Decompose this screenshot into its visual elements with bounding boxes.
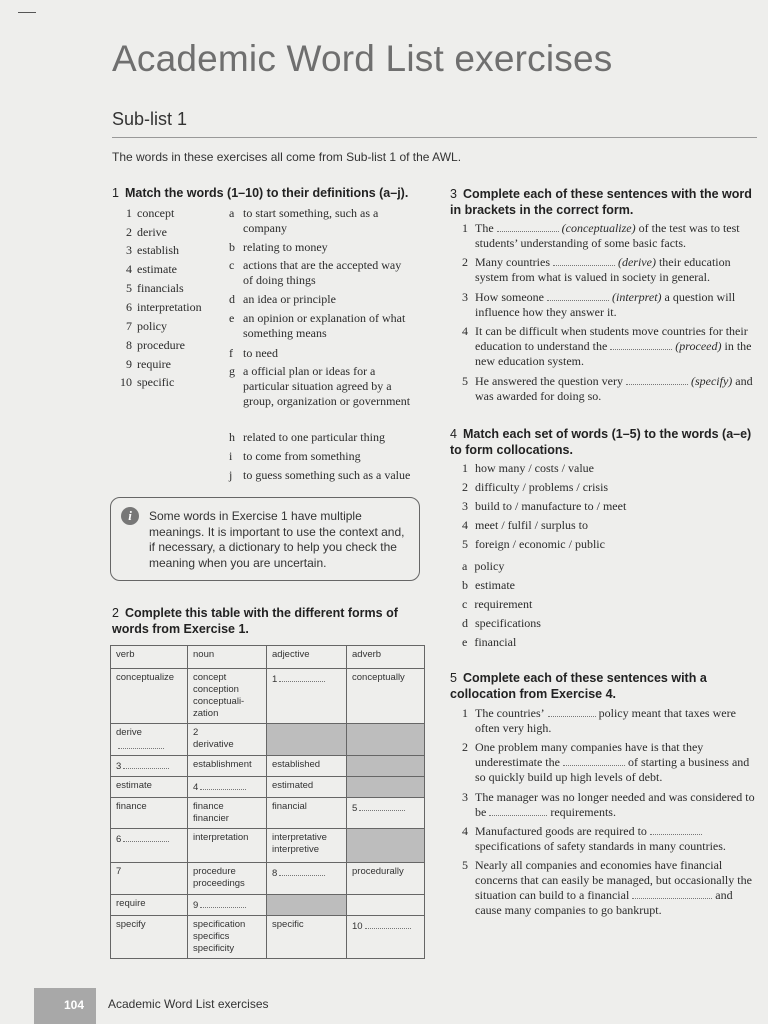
item-number: 5	[462, 537, 468, 551]
word-text: financials	[137, 281, 184, 295]
definition-letter: e	[229, 311, 235, 325]
table-cell	[111, 829, 188, 863]
word-set-item	[462, 518, 588, 533]
table-cell	[188, 669, 267, 724]
exercise-title: Complete each of these sentences with a collocation from Exercise 4.	[450, 671, 707, 701]
word-item	[120, 225, 167, 240]
exercise-5-heading	[450, 670, 755, 702]
word-item	[120, 319, 167, 334]
item-number: 2	[462, 740, 468, 754]
answer-blank[interactable]	[650, 825, 702, 835]
cell-value: interpretative interpretive	[272, 832, 327, 855]
shaded-cell	[347, 724, 425, 756]
answer-blank[interactable]	[547, 291, 609, 301]
table-cell	[188, 724, 267, 756]
sentence-text	[475, 790, 762, 820]
definition-letter: b	[229, 240, 235, 254]
column-header: adverb	[347, 646, 425, 669]
sentence-end: of the test was to test students’ understanding of some basic facts.	[475, 221, 740, 250]
sentence-end: a question will influence how they answer it.	[475, 290, 736, 319]
word-text: establish	[137, 243, 179, 257]
collocation-word: estimate	[475, 578, 515, 592]
sentence-start: Manufactured goods are required to	[475, 824, 647, 838]
cell-value: specific	[272, 919, 304, 930]
table-cell	[111, 798, 188, 829]
exercise-number: 4	[450, 427, 457, 441]
item-number: 5	[126, 281, 132, 295]
cell-value: interpretation	[193, 832, 249, 843]
exercise-number: 2	[112, 606, 119, 620]
sentence-text	[475, 374, 762, 404]
table-cell	[188, 756, 267, 777]
bracket-hint: (interpret)	[612, 290, 662, 304]
cell-value: finance	[116, 801, 147, 812]
item-number: 2	[126, 225, 132, 239]
item-number: 3	[462, 290, 468, 304]
sentence-item	[462, 706, 762, 736]
table-cell	[188, 798, 267, 829]
sentence-text	[475, 824, 762, 854]
shaded-cell	[267, 724, 347, 756]
table-cell	[347, 895, 425, 916]
item-number: 5	[462, 858, 468, 872]
cell-value: 3	[116, 761, 122, 772]
table-cell	[111, 777, 188, 798]
sentence-item	[462, 255, 762, 285]
item-number: 6	[126, 300, 132, 314]
bracket-hint: (specify)	[690, 374, 733, 388]
shaded-cell	[347, 829, 425, 863]
sentence-start: Many countries	[475, 255, 550, 269]
sentence-end: and cause many companies to go bankrupt.	[475, 888, 733, 917]
table-cell	[111, 916, 188, 959]
exercise-title: Complete this table with the different forms of words from Exercise 1.	[112, 606, 398, 636]
word-text: derive	[137, 225, 167, 239]
word-text: concept	[137, 206, 175, 220]
definition-letter: i	[229, 449, 233, 463]
answer-blank[interactable]	[279, 866, 325, 876]
top-rule-mark	[18, 12, 36, 13]
table-cell	[267, 829, 347, 863]
word-set-text: build to / manufacture to / meet	[475, 499, 627, 513]
bracket-hint: (proceed)	[675, 339, 722, 353]
item-number: 1	[126, 206, 132, 220]
exercise-3-heading	[450, 186, 755, 218]
cell-value: specification specifics specificity	[193, 919, 246, 954]
sentence-text	[475, 858, 762, 918]
table-cell	[267, 756, 347, 777]
item-number: 4	[462, 518, 468, 532]
table-row	[111, 916, 425, 959]
sentence-end: policy meant that taxes were often very high.	[475, 706, 736, 735]
bracket-hint: (conceptualize)	[561, 221, 636, 235]
answer-blank[interactable]	[553, 256, 615, 266]
cell-value: 2 derivative	[193, 727, 234, 750]
cell-value: 5	[352, 803, 358, 814]
exercise-number: 1	[112, 186, 119, 200]
definition-text: to come from something	[243, 449, 361, 463]
word-text: estimate	[137, 262, 177, 276]
item-number: 1	[462, 221, 468, 235]
definition-item	[229, 292, 414, 307]
definition-text: to guess something such as a value	[243, 468, 411, 482]
item-number: 7	[126, 319, 132, 333]
cell-value: derive	[116, 727, 142, 738]
table-cell	[347, 916, 425, 959]
table-cell	[111, 669, 188, 724]
sentence-item	[462, 790, 762, 820]
item-number: 1	[462, 706, 468, 720]
cell-value: establishment	[193, 759, 252, 770]
table-cell	[188, 863, 267, 895]
answer-blank[interactable]	[123, 759, 169, 769]
exercise-1-heading	[112, 185, 412, 201]
exercise-title: Match each set of words (1–5) to the words (a–e) to form collocations.	[450, 427, 752, 457]
word-set-text: foreign / economic / public	[475, 537, 605, 551]
word-item	[120, 262, 177, 277]
answer-blank[interactable]	[279, 672, 325, 682]
cell-value: 6	[116, 834, 122, 845]
word-item	[120, 206, 174, 221]
definition-item	[229, 258, 414, 288]
sentence-item	[462, 221, 762, 251]
sentence-end: in the new education system.	[475, 339, 752, 368]
answer-blank[interactable]	[200, 898, 246, 908]
sentence-text	[475, 221, 762, 251]
cell-value: specify	[116, 919, 146, 930]
cell-value: 10	[352, 921, 363, 932]
definition-letter: d	[229, 292, 235, 306]
table-row	[111, 863, 425, 895]
table-cell	[111, 863, 188, 895]
cell-value: 9	[193, 900, 199, 911]
answer-blank[interactable]	[497, 222, 559, 232]
column-header: verb	[111, 646, 188, 669]
answer-blank[interactable]	[359, 801, 405, 811]
cell-value: procedure proceedings	[193, 866, 245, 889]
item-number: 1	[462, 461, 468, 475]
word-set-item	[462, 499, 626, 514]
sentence-text	[475, 290, 762, 320]
definition-item	[229, 311, 414, 341]
item-letter: e	[462, 635, 468, 649]
column-header: noun	[188, 646, 267, 669]
page-number: 104	[64, 998, 85, 1012]
definition-text: related to one particular thing	[243, 430, 385, 444]
cell-value: concept conception conceptuali- zation	[193, 672, 245, 719]
table-cell	[267, 777, 347, 798]
definition-text: actions that are the accepted way of doing things	[243, 258, 402, 287]
word-text: procedure	[137, 338, 185, 352]
definition-text: an opinion or explanation of what something means	[243, 311, 406, 340]
info-icon: i	[121, 507, 139, 525]
word-item	[120, 375, 174, 390]
divider	[112, 137, 757, 138]
cell-value: 4	[193, 782, 199, 793]
running-footer: Academic Word List exercises	[108, 997, 269, 1011]
cell-value: 8	[272, 868, 278, 879]
table-header-row	[111, 646, 425, 669]
definition-item	[229, 346, 414, 361]
word-item	[120, 281, 184, 296]
definition-item	[229, 240, 414, 255]
word-set-item	[462, 537, 605, 552]
sentence-end: their education system from what is valued in society in general.	[475, 255, 731, 284]
intro-text: The words in these exercises all come from Sub-list 1 of the AWL.	[112, 150, 462, 164]
sentence-item	[462, 858, 762, 918]
table-cell	[347, 798, 425, 829]
word-text: policy	[137, 319, 167, 333]
table-cell	[347, 863, 425, 895]
item-number: 3	[462, 790, 468, 804]
exercise-2-heading	[112, 605, 402, 637]
table-cell	[267, 863, 347, 895]
sentence-text	[475, 740, 762, 785]
sentence-text	[475, 324, 762, 369]
definition-text: to need	[243, 346, 278, 360]
item-number: 10	[120, 375, 132, 389]
item-number: 2	[462, 480, 468, 494]
answer-blank[interactable]	[123, 832, 169, 842]
exercise-title: Complete each of these sentences with the word in brackets in the correct form.	[450, 187, 752, 217]
cell-value: require	[116, 898, 146, 909]
sentence-end: of starting a business and so quickly build up high levels of debt.	[475, 755, 750, 784]
cell-value: financial	[272, 801, 307, 812]
collocation-word: requirement	[474, 597, 533, 611]
collocation-word: policy	[474, 559, 505, 573]
table-row	[111, 724, 425, 756]
shaded-cell	[347, 777, 425, 798]
exercise-number: 5	[450, 671, 457, 685]
table-cell	[188, 829, 267, 863]
item-letter: d	[462, 616, 468, 630]
shaded-cell	[347, 756, 425, 777]
definition-item	[229, 468, 414, 483]
item-number: 9	[126, 357, 132, 371]
sentence-start: It can be difficult when students move countries for their education to understand the	[475, 324, 748, 353]
item-number: 2	[462, 255, 468, 269]
word-item	[120, 357, 171, 372]
bracket-hint: (derive)	[617, 255, 656, 269]
answer-blank[interactable]	[489, 806, 547, 816]
item-number: 3	[462, 499, 468, 513]
cell-value: estimate	[116, 780, 152, 791]
answer-blank[interactable]	[626, 375, 688, 385]
table-cell	[267, 916, 347, 959]
item-letter: b	[462, 578, 468, 592]
word-set-text: how many / costs / value	[475, 461, 594, 475]
sentence-item	[462, 324, 762, 369]
item-number: 4	[126, 262, 132, 276]
shaded-cell	[267, 895, 347, 916]
definition-item	[229, 206, 414, 236]
collocation-word: specifications	[475, 616, 541, 630]
definition-text: to start something, such as a company	[243, 206, 379, 235]
item-number: 5	[462, 374, 468, 388]
sentence-end: and was awarded for doing so.	[475, 374, 753, 403]
tip-text: Some words in Exercise 1 have multiple meanings. It is important to use the context and, if necessary, a dictionary to help you check the meaning when you are uncertain.	[149, 509, 405, 570]
sentence-text	[475, 255, 762, 285]
sentence-start: One problem many companies have is that they underestimate the	[475, 740, 704, 769]
answer-blank[interactable]	[118, 739, 164, 749]
table-cell	[111, 756, 188, 777]
word-set-item	[462, 461, 594, 476]
sentence-item	[462, 824, 762, 854]
sentence-end: specifications of safety standards in many countries.	[475, 839, 726, 853]
item-letter: a	[462, 559, 468, 573]
cell-value: conceptually	[352, 672, 405, 683]
word-item	[120, 300, 202, 315]
cell-value: 7	[116, 866, 122, 877]
sentence-end: requirements.	[550, 805, 616, 819]
answer-blank[interactable]	[563, 756, 625, 766]
collocation-word-item	[462, 578, 515, 593]
item-number: 8	[126, 338, 132, 352]
sentence-start: The manager was no longer needed and was considered to be	[475, 790, 755, 819]
answer-blank[interactable]	[610, 340, 672, 350]
table-cell	[188, 777, 267, 798]
table-cell	[267, 798, 347, 829]
table-row	[111, 756, 425, 777]
answer-blank[interactable]	[548, 707, 596, 717]
definition-text: relating to money	[243, 240, 328, 254]
collocation-word-item	[462, 597, 532, 612]
collocation-word-item	[462, 559, 504, 574]
definition-text: an idea or principle	[243, 292, 336, 306]
answer-blank[interactable]	[632, 889, 712, 899]
answer-blank[interactable]	[200, 780, 246, 790]
word-text: interpretation	[137, 300, 202, 314]
collocation-word-item	[462, 616, 541, 631]
word-text: specific	[137, 375, 175, 389]
table-cell	[347, 669, 425, 724]
definition-item	[229, 430, 414, 445]
table-cell	[111, 724, 188, 756]
definition-letter: h	[229, 430, 235, 444]
sentence-item	[462, 740, 762, 785]
cell-value: established	[272, 759, 321, 770]
table-cell	[111, 895, 188, 916]
item-letter: c	[462, 597, 468, 611]
item-number: 4	[462, 824, 468, 838]
word-set-text: meet / fulfil / surplus to	[475, 518, 588, 532]
word-text: require	[137, 357, 171, 371]
sentence-item	[462, 374, 762, 404]
definition-item	[229, 364, 414, 409]
sublist-heading: Sub-list 1	[112, 109, 188, 129]
table-row	[111, 895, 425, 916]
word-forms-table	[110, 645, 425, 959]
definition-letter: a	[229, 206, 235, 220]
definition-text: a official plan or ideas for a particular situation agreed by a group, organization or government	[243, 364, 411, 408]
table-row	[111, 669, 425, 724]
table-row	[111, 777, 425, 798]
exercise-number: 3	[450, 187, 457, 201]
definition-letter: j	[229, 468, 233, 482]
definition-letter: c	[229, 258, 235, 272]
item-number: 3	[126, 243, 132, 257]
table-cell	[267, 669, 347, 724]
column-header: adjective	[267, 646, 347, 669]
word-set-text: difficulty / problems / crisis	[475, 480, 609, 494]
sentence-start: The countries’	[475, 706, 545, 720]
definition-item	[229, 449, 414, 464]
collocation-word-item	[462, 635, 516, 650]
collocation-word: financial	[474, 635, 517, 649]
page-title: Academic Word List exercises	[112, 38, 613, 79]
sentence-start: The	[475, 221, 494, 235]
definition-letter: g	[229, 364, 235, 378]
table-row	[111, 798, 425, 829]
sentence-start: He answered the question very	[475, 374, 623, 388]
word-set-item	[462, 480, 608, 495]
answer-blank[interactable]	[365, 919, 411, 929]
definition-letter: f	[229, 346, 233, 360]
sentence-text	[475, 706, 762, 736]
cell-value: estimated	[272, 780, 314, 791]
sentence-start: How someone	[475, 290, 544, 304]
table-row	[111, 829, 425, 863]
table-cell	[188, 916, 267, 959]
word-item	[120, 243, 179, 258]
cell-value: finance financier	[193, 801, 229, 824]
word-item	[120, 338, 185, 353]
sentence-start: Nearly all companies and economies have financial concerns that can easily be managed, but occasionally the situation can build to a financial	[475, 858, 752, 902]
item-number: 4	[462, 324, 468, 338]
exercise-title: Match the words (1–10) to their definitions (a–j).	[124, 186, 409, 200]
cell-value: conceptualize	[116, 672, 175, 683]
exercise-4-heading	[450, 426, 755, 458]
cell-value: 1	[272, 674, 278, 685]
sentence-item	[462, 290, 762, 320]
table-cell	[188, 895, 267, 916]
cell-value: procedurally	[352, 866, 404, 877]
